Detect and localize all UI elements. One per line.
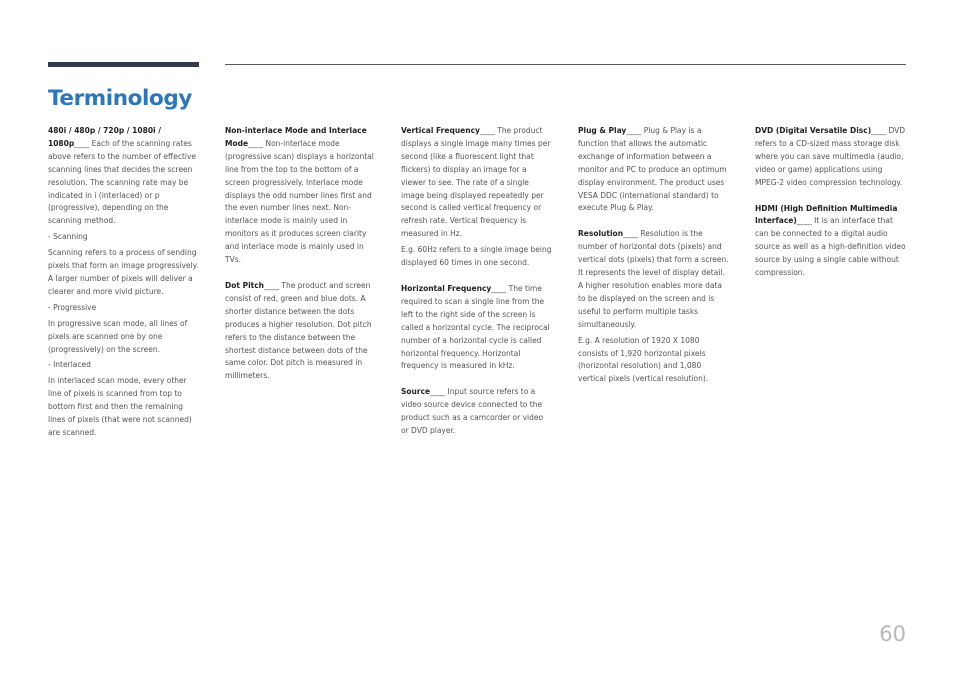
- resolution-example: E.g. A resolution of 1920 X 1080 consists of 1,920 horizontal pixels (horizontal resolution) and 1,080 vertical pixels (vertical resolution).: [578, 335, 709, 384]
- term-label: Non-interlace Mode and Interlace Mode: [225, 126, 367, 148]
- term-label: DVD (Digital Versatile Disc): [755, 126, 872, 135]
- term-label: Dot Pitch: [225, 280, 265, 290]
- entry-dvd: [755, 125, 906, 190]
- entry-480i-1080p: [48, 125, 199, 228]
- column-4: [578, 125, 729, 389]
- entry-source: [401, 386, 552, 438]
- term-label: Resolution: [578, 229, 624, 239]
- entry-resolution: [578, 228, 729, 331]
- column-2: [225, 125, 376, 386]
- entry-plug-and-play: [578, 125, 729, 215]
- term-definition: ____ The product and screen consist of red, green and blue dots. A shorter distance between the dots produces a higher resolution. Dot pitch refers to the distance between the shortest distance between dots of the same color. Dot pitch is measured in millimeters.: [225, 280, 372, 381]
- page-number: 60: [879, 622, 906, 646]
- page-title: Terminology: [48, 86, 192, 111]
- term-label: Source: [401, 387, 431, 397]
- term-definition: ____ The product displays a single image many times per second (like a fluorescent light that flickers) to display an image for a viewer to see. The rate of a single image being displayed repeatedly per second is called vertical frequency or refresh rate. Vertical frequency is measured in Hz.: [401, 126, 551, 239]
- header-accent-bar: [48, 62, 199, 67]
- entry-vertical-frequency: [401, 125, 552, 241]
- term-label: Plug & Play: [578, 126, 627, 135]
- term-definition: ____ Resolution is the number of horizontal dots (pixels) and vertical dots (pixels) that form a screen. It represents the level of display detail. A higher resolution enables more data to be displayed on the screen and is useful to perform multiple tasks simultaneously.: [578, 229, 729, 329]
- entry-dot-pitch: [225, 280, 376, 383]
- column-1: [48, 125, 199, 443]
- progressive-description: In progressive scan mode, all lines of pixels are scanned one by one (progressively) on the screen.: [48, 318, 188, 354]
- entry-hdmi: [755, 203, 906, 280]
- scanning-description: Scanning refers to a process of sending pixels that form an image progressively. A larger number of pixels will deliver a clearer and more vivid picture.: [48, 248, 199, 296]
- term-label: 480i / 480p / 720p / 1080i / 1080p: [48, 126, 161, 148]
- vertical-frequency-example: E.g. 60Hz refers to a single image being displayed 60 times in one second.: [401, 245, 552, 268]
- term-label: Horizontal Frequency: [401, 283, 492, 293]
- interlaced-description: In interlaced scan mode, every other line of pixels is scanned from top to bottom first and then the remaining lines of pixels (that were not scanned) are scanned.: [48, 376, 192, 437]
- subheading-scanning: - Scanning: [48, 232, 88, 242]
- term-definition: ____ Non-interlace mode (progressive scan) displays a horizontal line from the top to the bottom of a screen progressively. Interlace mode displays the odd number lines first and the even number lines next. Non-interlace mode is mainly used in monitors as it produces screen clarity and interlace mode is mainly used in TVs.: [225, 138, 374, 265]
- term-label: Vertical Frequency: [401, 126, 480, 135]
- subheading-interlaced: - Interlaced: [48, 360, 91, 370]
- term-definition: ____ Plug & Play is a function that allows the automatic exchange of information between a monitor and PC to produce an optimum display environment. The product uses VESA DDC (international standard) to execute Plug & Play.: [578, 126, 727, 213]
- entry-non-interlace-mode: [225, 125, 376, 267]
- term-definition: ____ DVD refers to a CD-sized mass storage disk where you can save multimedia (audio, video or game) applications using MPEG-2 video compression technology.: [755, 126, 906, 187]
- term-definition: ____ Each of the scanning rates above refers to the number of effective scanning lines that decides the screen resolution. The scanning rate may be indicated in i (interlaced) or p (progressive), depending on the scanning method.: [48, 138, 197, 226]
- term-label: HDMI (High Definition Multimedia Interface): [755, 203, 898, 226]
- term-definition: ____ The time required to scan a single line from the left to the right side of the screen is called a horizontal cycle. The reciprocal number of a horizontal cycle is called horizontal frequency. Horizontal frequency is measured in kHz.: [401, 283, 550, 371]
- column-5: [755, 125, 906, 283]
- header-rule: [225, 64, 906, 65]
- term-definition: ____ Input source refers to a video source device connected to the product such as a camcorder or video or DVD player.: [401, 387, 544, 436]
- entry-horizontal-frequency: [401, 283, 552, 373]
- column-3: [401, 125, 552, 441]
- term-definition: ____ It is an interface that can be connected to a digital audio source as well as a high-definition video source by using a single cable without compression.: [755, 216, 906, 278]
- subheading-progressive: - Progressive: [48, 302, 97, 312]
